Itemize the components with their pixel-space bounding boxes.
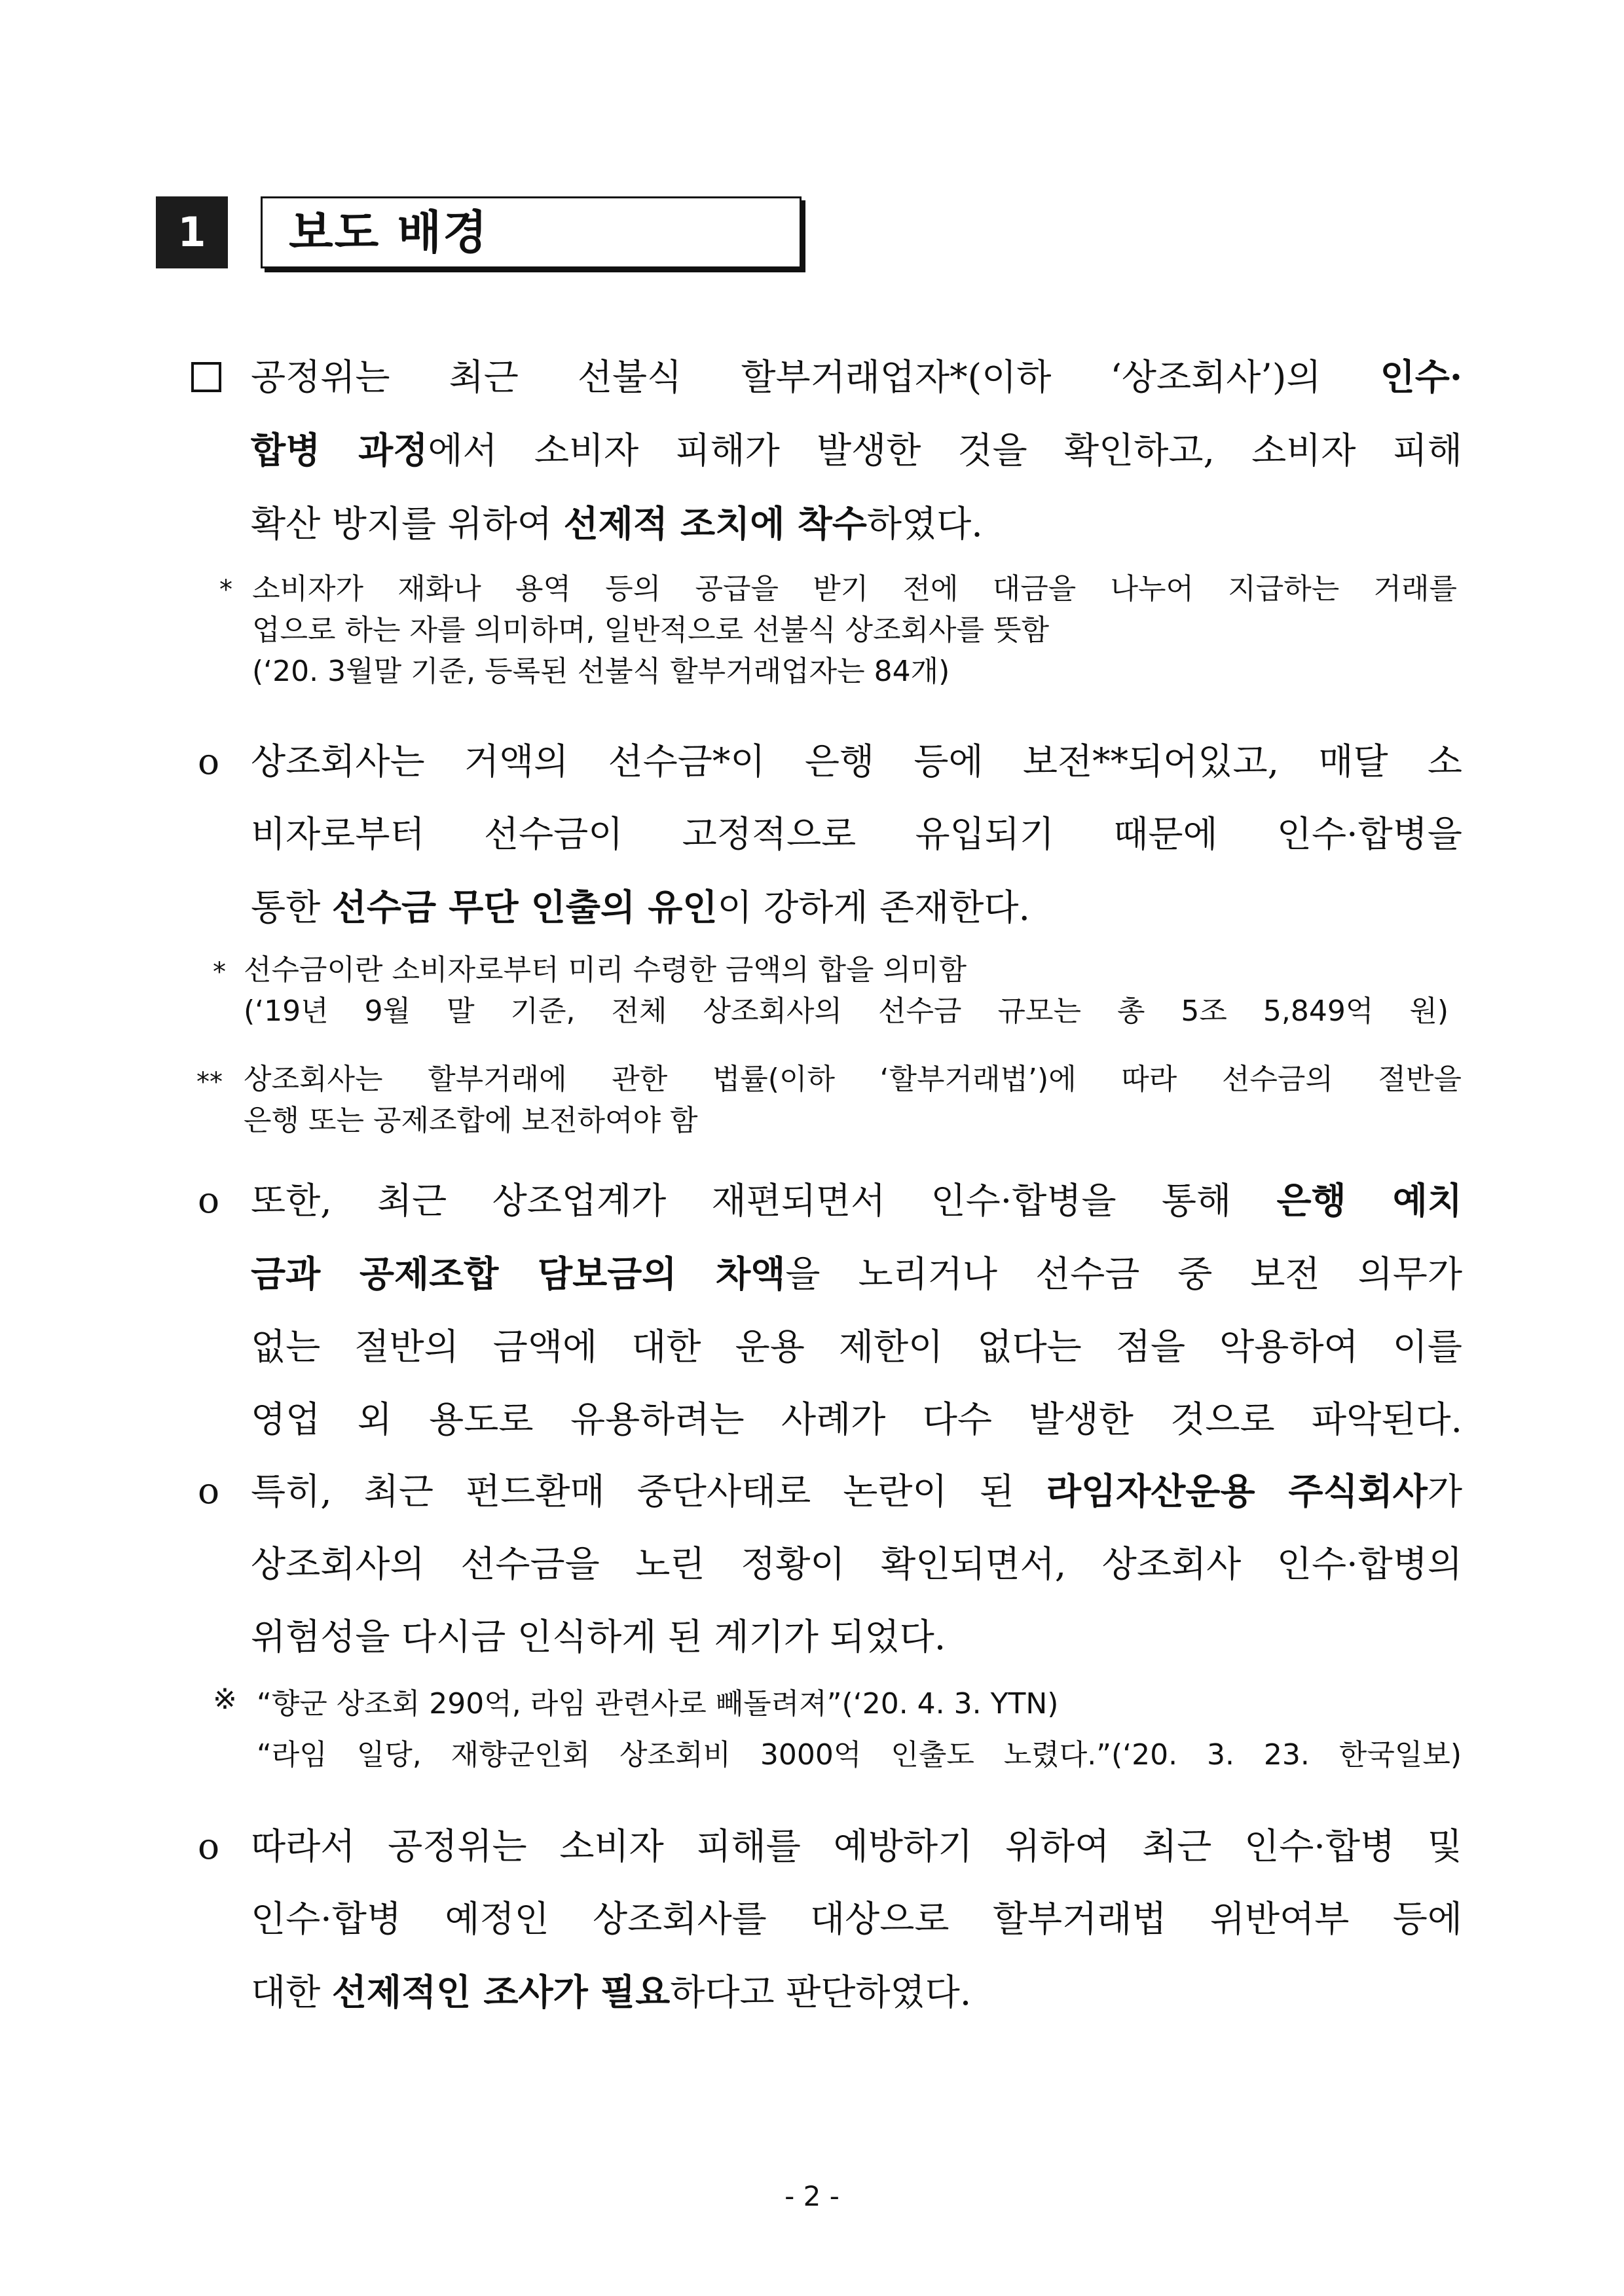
footnote-2: 선수금이란 소비자로부터 미리 수령한 금액의 합을 의미함 (‘19년 9월 말 기준, 전체 상조회사의 선수금 규모는 총 5조 5,849억 원) [244,953,1449,1028]
intro-line-1: 공정위는 최근 선불식 할부거래업자*(이하 ‘상조회사’)의 인수· [251,355,1462,398]
bullet-circle-icon: o [198,740,220,782]
footnote-3: 상조회사는 할부거래에 관한 법률(이하 ‘할부거래법’)에 따라 선수금의 절반을 은행 또는 공제조합에 보전하여야 함 [244,1063,1462,1137]
section-header [156,196,804,268]
section-title: 보도 배경 [289,206,489,259]
bullet-circle-icon: o [198,1179,220,1221]
bullet-circle-icon: o [198,1825,220,1867]
intro-line-3: 확산 방지를 위하여 선제적 조치에 착수하였다. [251,502,983,545]
footnote-4: “향군 상조회 290억, 라임 관련사로 빼돌려져”(‘20. 4. 3. YTN) “라임 일당, 재향군인회 상조회비 3000억 인출도 노렸다.”(‘20. 3. 23. 한국일보) [257,1687,1462,1772]
paragraph-3: 특히, 최근 펀드환매 중단사태로 논란이 된 라임자산운용 주식회사가 상조회사의 선수금을 노린 정황이 확인되면서, 상조회사 인수·합병의 위험성을 다시금 인식하게 된 계기가 되었다. [251,1470,1462,1658]
reference-mark-icon: ※ [213,1683,237,1716]
footnote-asterisk: * [213,957,226,987]
paragraph-2: 또한, 최근 상조업계가 재편되면서 인수·합병을 통해 은행 예치 금과 공제조합 담보금의 차액을 노리거나 선수금 중 보전 의무가 없는 절반의 금액에 대한 운용 제한이 없다는 점을 악용하여 이를 영업 외 용도로 유용하려는 사례가 다수 발생한 것으로 파악된다. [251,1179,1462,1440]
intro-paragraph [251,340,1462,560]
checkbox-bullet-icon [191,362,221,392]
paragraph-1: 상조회사는 거액의 선수금*이 은행 등에 보전**되어있고, 매달 소 비자로부터 선수금이 고정적으로 유입되기 때문에 인수·합병을 통한 선수금 무단 인출의 유인이 강하게 존재한다. [251,740,1462,928]
paragraph-4: 따라서 공정위는 소비자 피해를 예방하기 위하여 최근 인수·합병 및 인수·합병 예정인 상조회사를 대상으로 할부거래법 위반여부 등에 대한 선제적인 조사가 필요하다고 판단하였다. [251,1825,1462,2013]
footnote-1: 소비자가 재화나 용역 등의 공급을 받기 전에 대금을 나누어 지급하는 거래를 업으로 하는 자를 의미하며, 일반적으로 선불식 상조회사를 뜻함 (‘20. 3월말 기준, 등록된 선불식 할부거래업자는 84개) [252,572,1458,688]
section-number: 1 [156,196,228,268]
footnote-asterisk: * [219,575,232,605]
footnote-double-asterisk: ** [196,1067,223,1097]
bullet-circle-icon: o [198,1470,220,1512]
section-title-box [261,196,802,268]
page-number: - 2 - [784,2180,840,2212]
intro-line-2: 합병 과정에서 소비자 피해가 발생한 것을 확인하고, 소비자 피해 [251,429,1462,471]
